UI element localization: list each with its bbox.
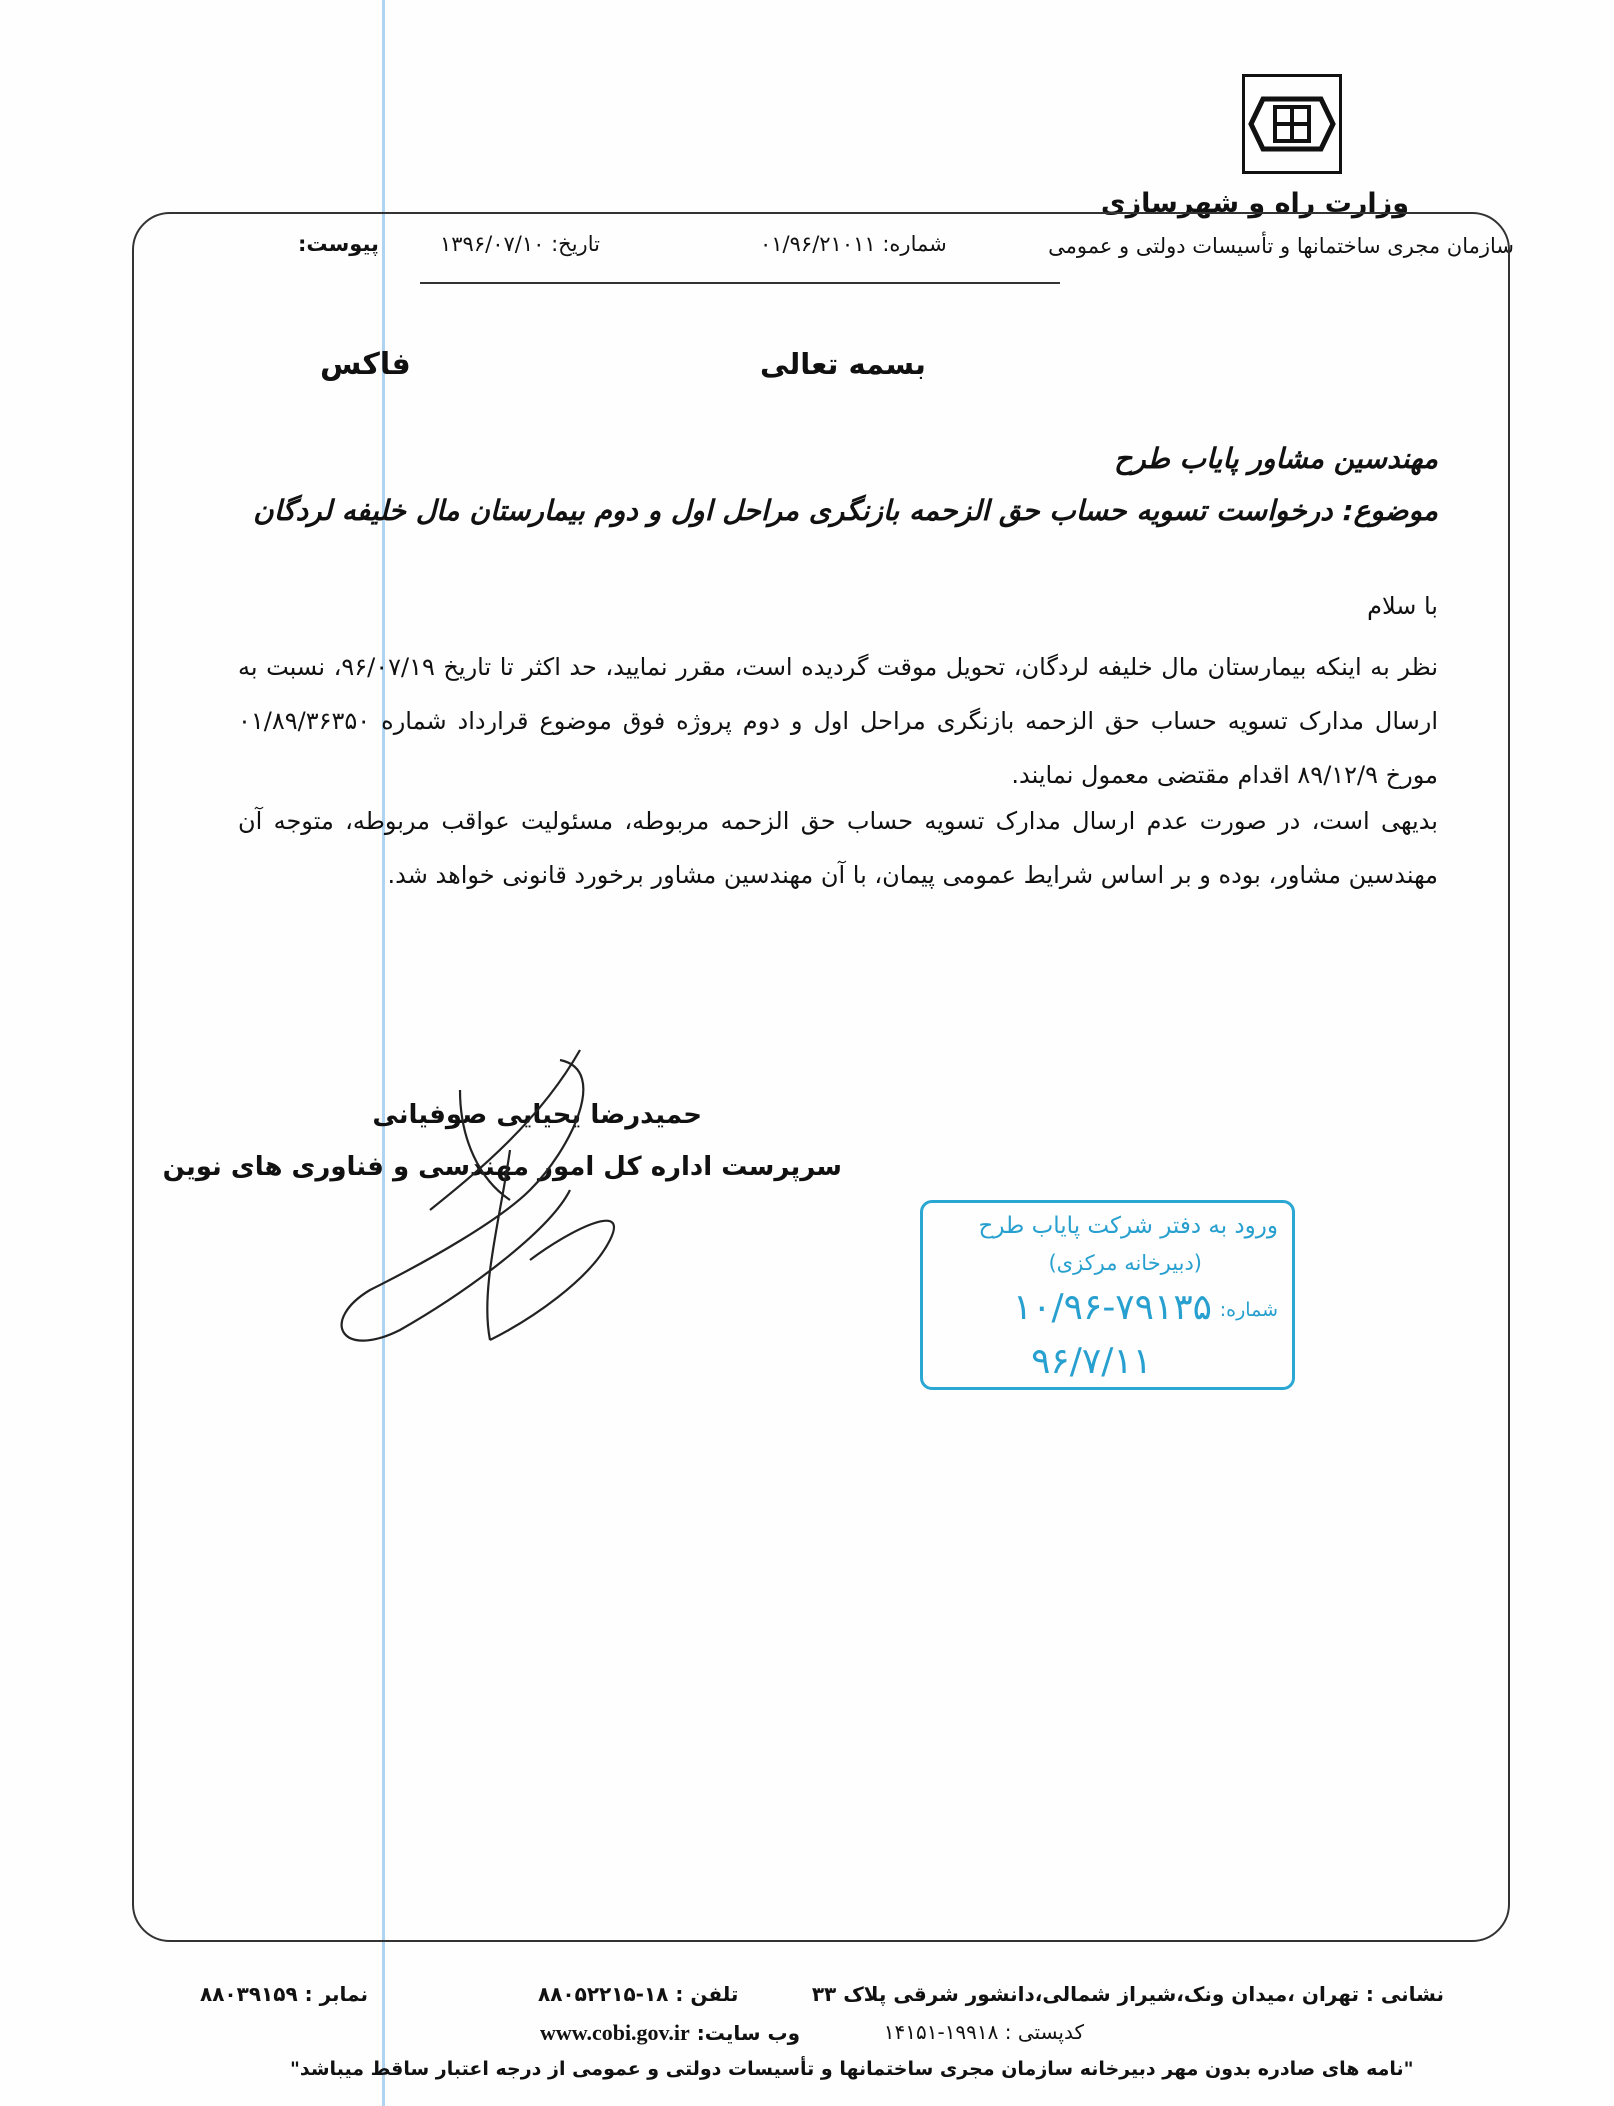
stamp-line-2: (دبیرخانه مرکزی) xyxy=(1048,1251,1202,1275)
date-label: تاریخ: xyxy=(551,232,600,256)
stamp-date: ۹۶/۷/۱۱ xyxy=(1031,1341,1152,1382)
signatory-title: سرپرست اداره کل امور مهندسی و فناوری های نوین xyxy=(162,1152,842,1182)
receipt-stamp xyxy=(920,1200,1295,1390)
website-url[interactable]: www.cobi.gov.ir xyxy=(540,2020,690,2045)
meta-underline xyxy=(420,282,1060,284)
organization-name: سازمان مجری ساختمانها و تأسیسات دولتی و عمومی xyxy=(1048,234,1514,258)
ministry-logo xyxy=(1242,74,1342,174)
paragraph-2: بدیهی است، در صورت عدم ارسال مدارک تسویه حساب حق الزحمه مربوطه، مسئولیت عواقب مربوطه، متوجه آن مهندسین مشاور، بوده و بر اساس شرایط عمومی پیمان، با آن مهندسین مشاور برخورد قانونی خواهد شد. xyxy=(238,807,1438,889)
number-label: شماره: xyxy=(882,232,947,256)
website-label: وب سایت: xyxy=(696,2021,801,2045)
handwritten-signature xyxy=(310,1030,690,1360)
greeting: با سلام xyxy=(1367,592,1438,620)
stamp-number: ۱۰/۹۶-۷۹۱۳۵ xyxy=(1012,1287,1212,1328)
subject: موضوع: درخواست تسویه حساب حق الزحمه بازنگری مراحل اول و دوم بیمارستان مال خلیفه لردگان xyxy=(253,494,1438,527)
footer-phone: تلفن : ۱۸-۸۸۰۵۲۲۱۵ xyxy=(538,1982,739,2006)
footer-fax xyxy=(200,1982,368,2006)
bismillah: بسمه تعالی xyxy=(760,347,926,381)
paragraph-1: نظر به اینکه بیمارستان مال خلیفه لردگان، تحویل موقت گردیده است، مقرر نمایید، حد اکثر تا تاریخ ۹۶/۰۷/۱۹، نسبت به ارسال مدارک تسویه حساب حق الزحمه بازنگری مراحل اول و دوم پروژه فوق موضوع قرارداد شماره ۰۱/۸۹/۳۶۳۵۰ مورخ ۸۹/۱۲/۹ اقدام مقتضی معمول نمایند. xyxy=(238,653,1438,789)
recipient: مهندسین مشاور پایاب طرح xyxy=(1114,442,1438,475)
footer-website xyxy=(540,2020,800,2046)
stamp-line-1: ورود به دفتر شرکت پایاب طرح xyxy=(978,1213,1278,1239)
date-value: ۱۳۹۶/۰۷/۱۰ xyxy=(440,232,545,256)
footer-disclaimer: "نامه های صادره بدون مهر دبیرخانه سازمان مجری ساختمانها و تأسیسات دولتی و عمومی از درجه اعتبار ساقط میباشد" xyxy=(290,2058,1414,2080)
number-value: ۰۱/۹۶/۲۱۰۱۱ xyxy=(760,232,876,256)
ministry-name: وزارت راه و شهرسازی xyxy=(1100,188,1409,219)
letter-date xyxy=(440,232,600,256)
fax-label: فاکس xyxy=(320,347,411,382)
fax-number: ۸۸۰۳۹۱۵۹ xyxy=(200,1982,298,2006)
footer-address: نشانی : تهران ،میدان ونک،شیراز شمالی،دانشور شرقی پلاک ۳۳ xyxy=(811,1982,1444,2006)
letter-number xyxy=(760,232,947,256)
footer-postal: کدپستی : ۱۹۹۱۸-۱۴۱۵۱ xyxy=(883,2020,1084,2044)
fax-label-footer: نمابر : xyxy=(304,1982,368,2006)
attachment-label: پیوست: xyxy=(298,232,379,256)
signatory-name: حمیدرضا یحیایی صوفیانی xyxy=(372,1100,702,1130)
stamp-number-label: شماره: xyxy=(1219,1299,1278,1321)
